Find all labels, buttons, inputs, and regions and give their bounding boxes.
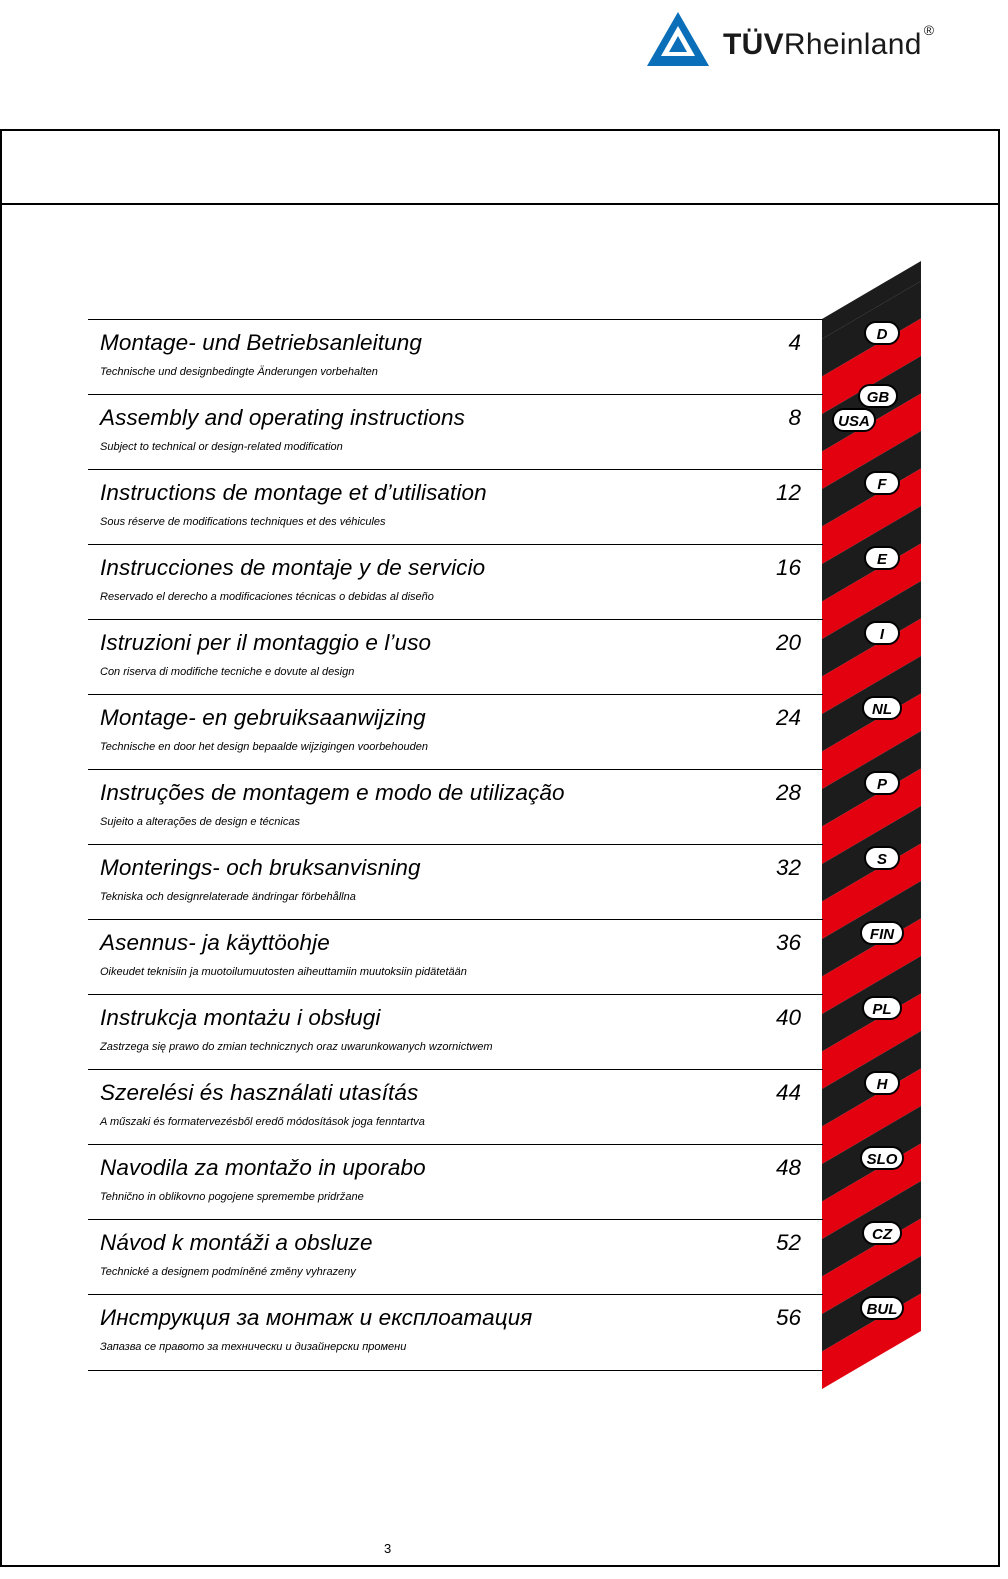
entry-title: Montage- en gebruiksaanwijzing xyxy=(100,705,426,730)
entry-page-number: 48 xyxy=(775,1155,801,1180)
country-code-badge: CZ xyxy=(862,1221,902,1245)
country-code-badge: USA xyxy=(832,408,876,432)
entry-title: Montage- und Betriebsanleitung xyxy=(100,330,422,355)
index-entry xyxy=(88,919,823,994)
entry-title: Monterings- och bruksanvisning xyxy=(100,855,421,880)
entry-title: Asennus- ja käyttöohje xyxy=(100,930,330,955)
index-entry xyxy=(88,619,823,694)
entry-page-number: 32 xyxy=(775,855,801,880)
language-index xyxy=(88,319,823,1371)
country-code-badge: NL xyxy=(862,696,902,720)
entry-page-number: 56 xyxy=(775,1305,801,1330)
index-entry xyxy=(88,319,823,394)
entry-page-number: 44 xyxy=(775,1080,801,1105)
country-code-badge: BUL xyxy=(860,1296,904,1320)
entry-page-number: 24 xyxy=(775,705,801,730)
country-code-badge: D xyxy=(864,321,900,345)
logo-brand-rest: Rheinland xyxy=(783,28,922,61)
entry-page-number: 16 xyxy=(775,555,801,580)
entry-subtitle: Reservado el derecho a modificaciones técnicas o debidas al diseño xyxy=(100,591,434,603)
entry-page-number: 12 xyxy=(775,480,801,505)
entry-title: Návod k montáži a obsluze xyxy=(100,1230,373,1255)
index-entry xyxy=(88,469,823,544)
country-code-badge: F xyxy=(864,471,900,495)
entry-subtitle: Technische und designbedingte Änderungen vorbehalten xyxy=(100,366,378,378)
entry-subtitle: Tekniska och designrelaterade ändringar förbehållna xyxy=(100,891,356,903)
country-code-badge: E xyxy=(864,546,900,570)
entry-subtitle: Запазва се правото за технически и дизайнерски промени xyxy=(100,1341,407,1353)
entry-page-number: 28 xyxy=(775,780,801,805)
entry-title: Instrucciones de montaje y de servicio xyxy=(100,555,486,580)
entry-title: Instructions de montage et d’utilisation xyxy=(100,480,487,505)
entry-title: Navodila za montažo in uporabo xyxy=(100,1155,426,1180)
index-entry xyxy=(88,844,823,919)
country-code-badge: S xyxy=(864,846,900,870)
index-entry xyxy=(88,769,823,844)
entry-subtitle: Con riserva di modifiche tecniche e dovute al design xyxy=(100,666,355,678)
index-entry xyxy=(88,694,823,769)
entry-subtitle: Oikeudet teknisiin ja muotoilumuutosten aiheuttamiin muutoksiin pidätetään xyxy=(100,966,467,978)
index-entry xyxy=(88,1069,823,1144)
entry-page-number: 36 xyxy=(775,930,801,955)
entry-page-number: 20 xyxy=(775,630,801,655)
entry-subtitle: Technische en door het design bepaalde wijzigingen voorbehouden xyxy=(100,741,429,753)
country-code-badge: I xyxy=(864,621,900,645)
country-code-badge: PL xyxy=(862,996,902,1020)
entry-title: Инструкция за монтаж и експлоатация xyxy=(100,1305,533,1330)
country-code-badge: FIN xyxy=(860,921,904,945)
registered-mark: ® xyxy=(923,22,935,38)
entry-subtitle: Sujeito a alterações de design e técnicas xyxy=(100,816,300,828)
entry-subtitle: Technické a designem podmíněné změny vyhrazeny xyxy=(100,1266,356,1278)
entry-page-number: 52 xyxy=(775,1230,801,1255)
index-entry xyxy=(88,394,823,469)
entry-subtitle: Subject to technical or design-related modification xyxy=(100,441,343,453)
index-entry xyxy=(88,1294,823,1371)
country-code-badge: GB xyxy=(858,384,898,408)
entry-subtitle: Zastrzega się prawo do zmian technicznych oraz uwarunkowanych wzornictwem xyxy=(100,1041,493,1053)
entry-page-number: 4 xyxy=(788,330,801,355)
entry-title: Instruções de montagem e modo de utilização xyxy=(100,780,565,805)
index-entry xyxy=(88,544,823,619)
entry-subtitle: A műszaki és formatervezésből eredő módosítások joga fenntartva xyxy=(100,1116,425,1128)
entry-title: Szerelési és használati utasítás xyxy=(100,1080,419,1105)
entry-title: Assembly and operating instructions xyxy=(100,405,465,430)
index-entry xyxy=(88,994,823,1069)
index-entry xyxy=(88,1219,823,1294)
entry-page-number: 8 xyxy=(788,405,801,430)
country-code-badge: SLO xyxy=(860,1146,904,1170)
entry-subtitle: Sous réserve de modifications techniques et des véhicules xyxy=(100,516,386,528)
entry-title: Istruzioni per il montaggio e l’uso xyxy=(100,630,432,655)
page-number: 3 xyxy=(384,1541,392,1556)
country-code-badge: H xyxy=(864,1071,900,1095)
entry-title: Instrukcja montażu i obsługi xyxy=(100,1005,381,1030)
logo-brand-bold: TÜV xyxy=(723,28,784,61)
entry-subtitle: Tehnično in oblikovno pogojene spremembe pridržane xyxy=(100,1191,364,1203)
country-code-badge: P xyxy=(864,771,900,795)
index-entry xyxy=(88,1144,823,1219)
entry-page-number: 40 xyxy=(775,1005,801,1030)
